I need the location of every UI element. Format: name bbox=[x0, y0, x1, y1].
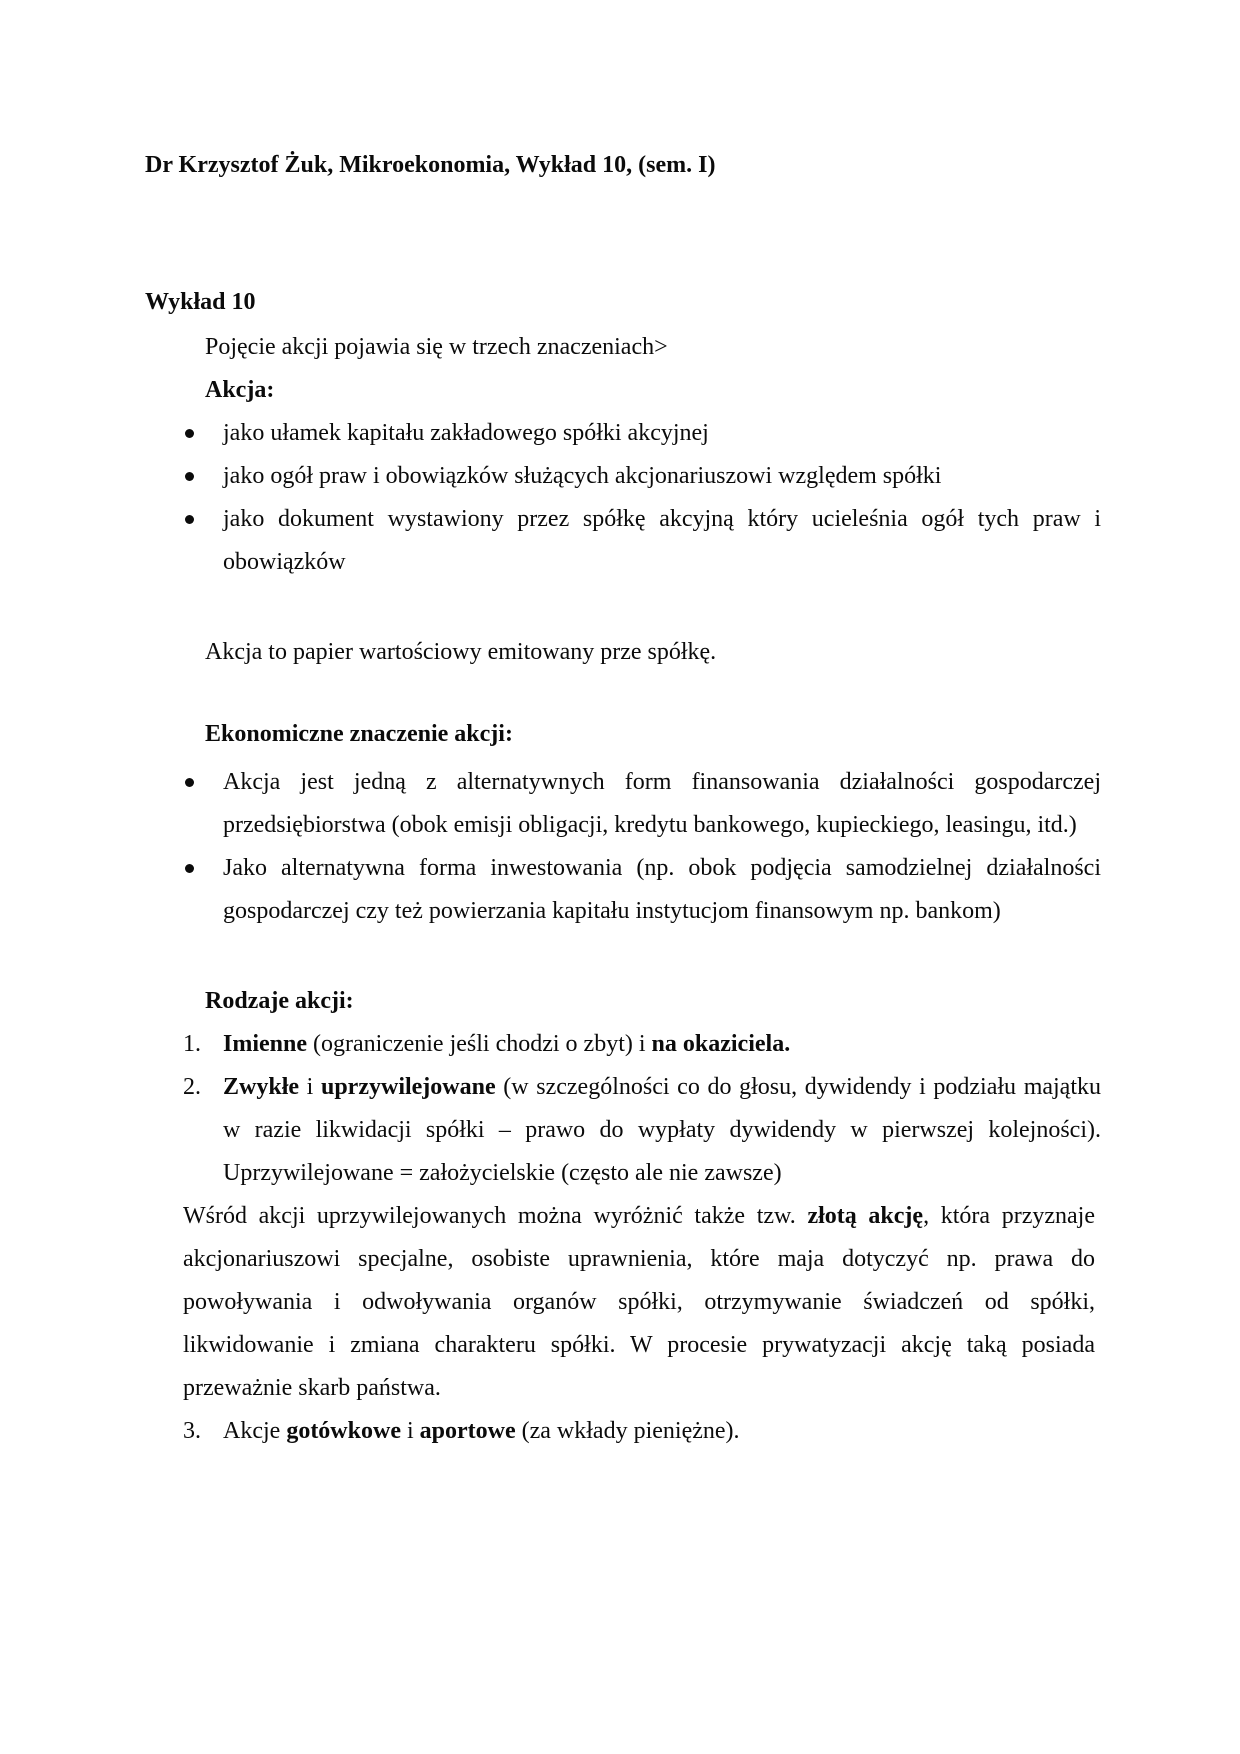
item-text-bold: aportowe bbox=[419, 1418, 516, 1444]
numbered-item-3 bbox=[183, 1410, 1101, 1453]
section-heading-rodzaje: Rodzaje akcji: bbox=[205, 988, 354, 1014]
golden-share-paragraph bbox=[183, 1195, 1095, 1410]
bullet-text: jako ogół praw i obowiązków służących akcjonariuszowi względem spółki bbox=[223, 463, 942, 489]
item-text: (w szczególności co do głosu, dywidendy i podziału majątku w razie likwidacji spółki – prawo do wypłaty dywidendy w pierwszej kolejności). Uprzywilejowane = założycielskie (często ale nie zawsze) bbox=[223, 1074, 1102, 1186]
numbered-item-1 bbox=[183, 1023, 1101, 1066]
bullet-item bbox=[183, 455, 1101, 498]
bullet-list-akcja bbox=[0, 412, 1240, 584]
bullet-item bbox=[183, 412, 1101, 455]
item-text-bold: gotówkowe bbox=[286, 1418, 401, 1444]
item-text-bold: Zwykłe bbox=[223, 1074, 300, 1100]
item-number: 3. bbox=[183, 1418, 201, 1444]
item-text: i bbox=[400, 1418, 420, 1444]
bullet-dot-icon bbox=[185, 778, 194, 787]
item-text-bold: Imienne bbox=[223, 1031, 307, 1057]
paragraph-text: Wśród akcji uprzywilejowanych można wyróżnić także tzw. bbox=[183, 1203, 808, 1229]
item-text: (za wkłady pieniężne). bbox=[515, 1418, 740, 1444]
paragraph-text-bold: złotą akcję bbox=[807, 1203, 924, 1229]
bullet-text: Akcja jest jedną z alternatywnych form finansowania działalności gospodarczej przedsiębiorstwa (obok emisji obligacji, kredytu bankowego, kupieckiego, leasingu, itd.) bbox=[223, 769, 1101, 838]
item-number: 1. bbox=[183, 1031, 201, 1057]
bullet-text: Jako alternatywna forma inwestowania (np. obok podjęcia samodzielnej działalności gospodarczej czy też powierzania kapitału instytucjom finansowym np. bankom) bbox=[223, 855, 1101, 924]
bullet-item bbox=[183, 498, 1101, 584]
lecture-heading: Wykład 10 bbox=[145, 289, 256, 315]
definition-paragraph: Akcja to papier wartościowy emitowany prze spółkę. bbox=[205, 639, 717, 665]
bullet-dot-icon bbox=[185, 429, 194, 438]
item-text: Akcje bbox=[223, 1418, 287, 1444]
bullet-text: jako ułamek kapitału zakładowego spółki akcyjnej bbox=[223, 420, 709, 446]
bullet-item bbox=[183, 761, 1101, 847]
item-number: 2. bbox=[183, 1074, 201, 1100]
section-heading-ekonomiczne: Ekonomiczne znaczenie akcji: bbox=[205, 721, 513, 747]
bullet-text: jako dokument wystawiony przez spółkę akcyjną który ucieleśnia ogół tych praw i obowiązków bbox=[223, 506, 1101, 575]
paragraph-text: , która przyznaje akcjonariuszowi specjalne, osobiste uprawnienia, które maja dotyczyć np. prawa do powoływania i odwoływania organów spółki, otrzymywanie świadczeń od spółki, likwidowanie i zmiana charakteru spółki. W procesie prywatyzacji akcję taką posiada przeważnie skarb państwa. bbox=[183, 1203, 1095, 1401]
bullet-dot-icon bbox=[185, 515, 194, 524]
bullet-dot-icon bbox=[185, 472, 194, 481]
bullet-item bbox=[183, 847, 1101, 933]
intro-line: Pojęcie akcji pojawia się w trzech znaczeniach> bbox=[205, 334, 668, 360]
document-header: Dr Krzysztof Żuk, Mikroekonomia, Wykład 10, (sem. I) bbox=[145, 152, 716, 178]
bullet-dot-icon bbox=[185, 864, 194, 873]
item-text: i bbox=[299, 1074, 321, 1100]
bullet-list-ekonomiczne bbox=[0, 761, 1240, 933]
numbered-item-2 bbox=[183, 1066, 1101, 1195]
item-text-bold: na okaziciela. bbox=[651, 1031, 791, 1057]
item-text-bold: uprzywilejowane bbox=[320, 1074, 496, 1100]
section-heading-akcja: Akcja: bbox=[205, 377, 275, 403]
item-text: (ograniczenie jeśli chodzi o zbyt) i bbox=[307, 1031, 652, 1057]
